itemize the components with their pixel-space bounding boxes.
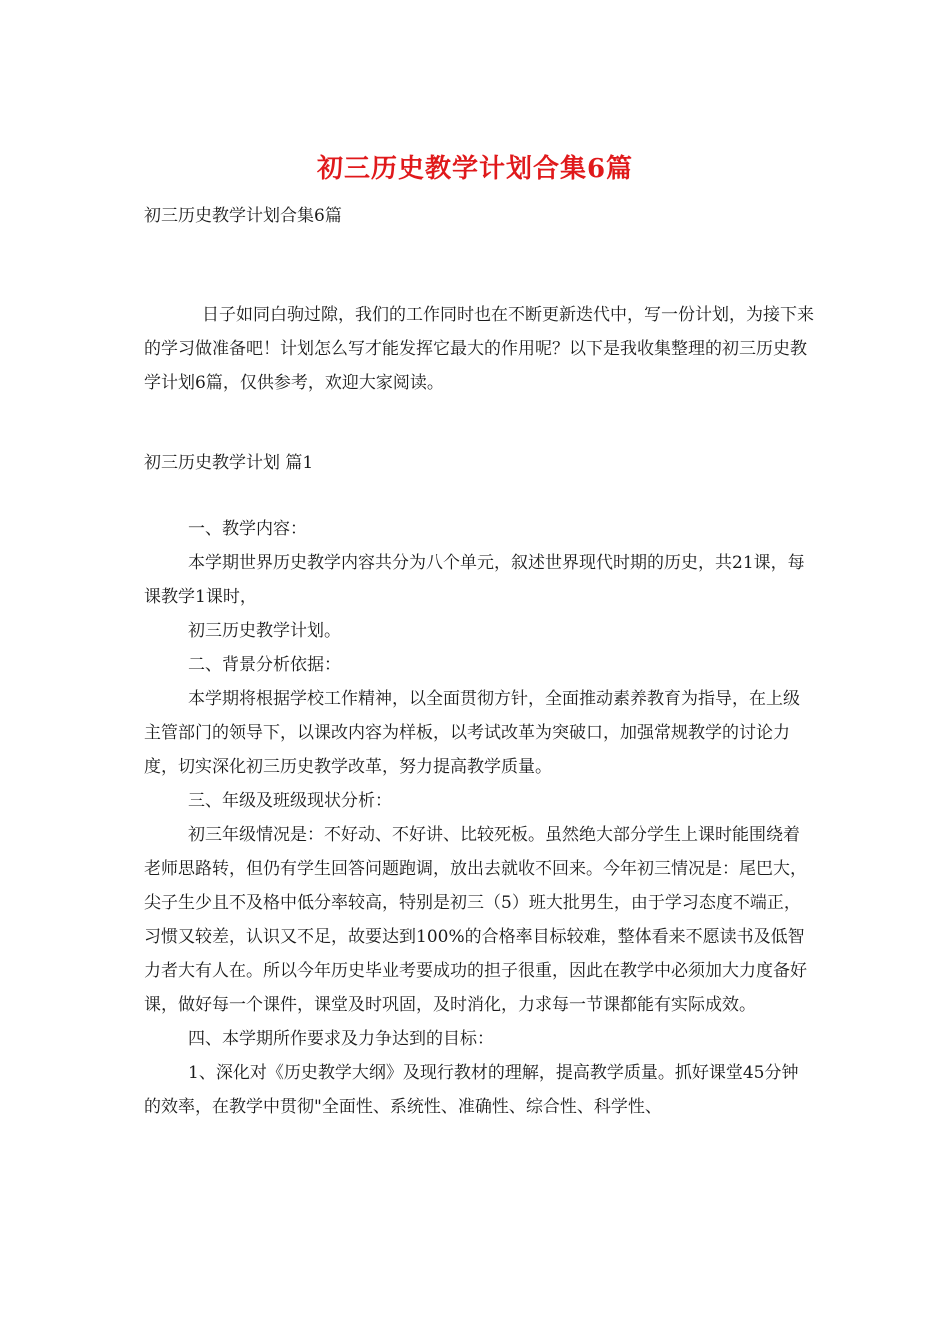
paragraph: 二、背景分析依据：: [188, 655, 341, 675]
paragraph: 本学期世界历史教学内容共分为八个单元，叙述世界现代时期的历史，共21课，每课教学1课时，: [144, 553, 805, 607]
section-heading: 初三历史教学计划 篇1: [144, 453, 314, 473]
document-title: 初三历史教学计划合集6篇: [316, 154, 634, 184]
document-subtitle: 初三历史教学计划合集6篇: [144, 206, 342, 226]
body-text: [144, 512, 814, 1124]
paragraph: 四、本学期所作要求及力争达到的目标：: [188, 1029, 494, 1049]
paragraph: 本学期将根据学校工作精神，以全面贯彻方针，全面推动素养教育为指导，在上级主管部门的领导下，以课改内容为样板，以考试改革为突破口，加强常规教学的讨论力度，切实深化初三历史教学改革，努力提高教学质量。: [144, 689, 800, 777]
paragraph: 初三历史教学计划。: [188, 621, 341, 641]
paragraph: 一、教学内容：: [188, 519, 307, 539]
paragraph: 三、年级及班级现状分析：: [188, 791, 392, 811]
intro-paragraph: 日子如同白驹过隙，我们的工作同时也在不断更新迭代中，写一份计划，为接下来的学习做准备吧！计划怎么写才能发挥它最大的作用呢？以下是我收集整理的初三历史教学计划6篇，仅供参考，欢迎大家阅读。: [144, 305, 814, 393]
paragraph: 初三年级情况是：不好动、不好讲、比较死板。虽然绝大部分学生上课时能围绕着老师思路转，但仍有学生回答问题跑调，放出去就收不回来。今年初三情况是：尾巴大，尖子生少且不及格中低分率较高，特别是初三（5）班大批男生，由于学习态度不端正，习惯又较差，认识又不足，故要达到100%的合格率目标较难，整体看来不愿读书及低智力者大有人在。所以今年历史毕业考要成功的担子很重，因此在教学中必须加大力度备好课，做好每一个课件，课堂及时巩固，及时消化，力求每一节课都能有实际成效。: [144, 825, 807, 1015]
paragraph: 1、深化对《历史教学大纲》及现行教材的理解，提高教学质量。抓好课堂45分钟的效率，在教学中贯彻"全面性、系统性、准确性、综合性、科学性、: [144, 1063, 799, 1117]
